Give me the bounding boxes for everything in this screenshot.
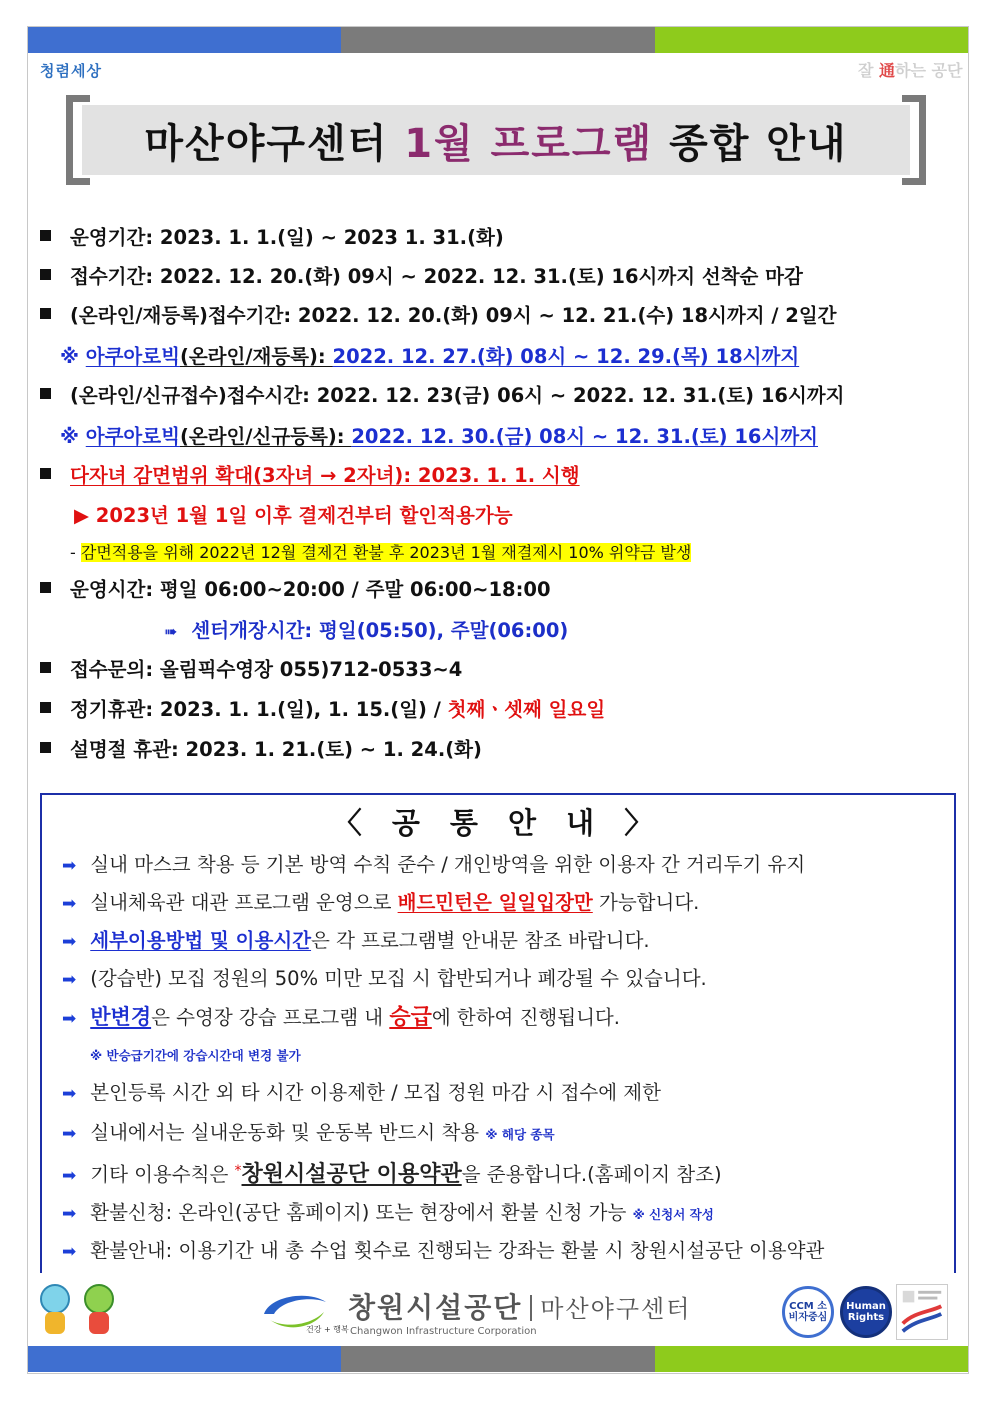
square-bullet-icon [40,468,51,479]
square-bullet-icon [40,582,51,593]
notice-item: ➡ (강습반) 모집 정원의 50% 미만 모집 시 합반되거나 폐강될 수 있습니다. [62,965,707,994]
arrow-right-icon: ➡ [62,894,77,914]
arrow-right-icon: ➡ [62,856,77,876]
arrow-right-icon: ➡ [62,1242,77,1262]
info-penalty-note: - 감면적용을 위해 2022년 12월 결제건 환불 후 2023년 1월 재결제시 10% 위약금 발생 [70,543,692,562]
arrow-right-icon: ➡ [62,1009,77,1029]
certification-mark-icon [896,1284,948,1340]
square-bullet-icon [40,269,51,280]
notice-item: ➡ 반변경은 수영장 강습 프로그램 내 승급에 한하여 진행됩니다. [62,1003,620,1033]
square-bullet-icon [40,742,51,753]
info-discount-apply: ▶ 2023년 1월 1일 이후 결제건부터 할인적용가능 [74,504,513,527]
title-box [66,95,926,185]
human-rights-badge: Human Rights [840,1286,892,1338]
info-center-opening: ➠ 센터개장시간: 평일(05:50), 주말(06:00) [164,619,569,642]
footer [28,1282,968,1344]
svg-text:건강 + 행복: 건강 + 행복 [306,1325,349,1334]
arrow-right-icon: ➡ [62,1124,77,1144]
arrow-right-icon: ➡ [62,970,77,990]
notice-item: ➡ 본인등록 시간 외 타 시간 이용제한 / 모집 정원 마감 시 접수에 제한 [62,1079,661,1108]
info-aquarobic-reregistration: ※ 아쿠아로빅(온라인/재등록): 2022. 12. 27.(화) 08시 ~ 12. 29.(목) 18시까지 [60,345,800,368]
notice-item: ➡ 실내에서는 실내운동화 및 운동복 반드시 착용 ※ 해당 종목 [62,1119,555,1149]
info-online-new-registration: (온라인/신규접수)접수시간: 2022. 12. 23(금) 06시 ~ 2022. 12. 31.(토) 16시까지 [40,382,844,410]
square-bullet-icon [40,662,51,673]
top-color-band [28,27,968,53]
info-aquarobic-new: ※ 아쿠아로빅(온라인/신규등록): 2022. 12. 30.(금) 08시 ~ 12. 31.(토) 16시까지 [60,425,819,448]
notice-item: ➡ 세부이용방법 및 이용시간은 각 프로그램별 안내문 참조 바랍니다. [62,927,650,956]
square-bullet-icon [40,702,51,713]
corporation-logo-icon [260,1288,349,1334]
info-multichild-discount: 다자녀 감면범위 확대(3자녀 → 2자녀): 2023. 1. 1. 시행 [40,462,580,490]
notice-item: ➡ 환불신청: 온라인(공단 홈페이지) 또는 현장에서 환불 신청 가능 ※ 신청서 작성 [62,1199,714,1229]
notice-item: ➡ 기타 이용수칙은 *창원시설공단 이용약관을 준용합니다.(홈페이지 참조) [62,1157,722,1190]
integrity-logo: 청렴세상 [40,62,102,80]
info-operating-period: 운영기간: 2023. 1. 1.(일) ~ 2023 1. 31.(화) [40,224,504,252]
bottom-color-band [28,1346,968,1372]
corporation-english-name: Changwon Infrastructure Corporation [350,1326,537,1337]
notice-title: 〈 공 통 안 내 〉 [332,806,664,840]
square-bullet-icon [40,388,51,399]
arrow-right-icon: ➡ [62,1166,77,1186]
slogan-logo: 잘 通하는 공단 [858,61,963,80]
notice-item: ➡ 환불안내: 이용기간 내 총 수업 횟수로 진행되는 강좌는 환불 시 창원시설공단 이용약관 [62,1237,824,1266]
square-bullet-icon [40,230,51,241]
corporation-name: 창원시설공단 마산야구센터 [348,1291,692,1324]
arrow-right-icon: ➡ [62,1084,77,1104]
ccm-badge: CCM 소비자중심 [782,1286,834,1338]
info-online-reregistration: (온라인/재등록)접수기간: 2022. 12. 20.(화) 09시 ~ 12. 21.(수) 18시까지 / 2일간 [40,302,837,330]
mascot-icon [80,1284,118,1340]
notice-item: ➡ 실내체육관 대관 프로그램 운영으로 배드민턴은 일일입장만 가능합니다. [62,889,699,918]
info-regular-closure: 정기휴관: 2023. 1. 1.(일), 1. 15.(일) / 첫째ㆍ셋째 일요일 [40,696,605,724]
info-registration-period: 접수기간: 2022. 12. 20.(화) 09시 ~ 2022. 12. 31.(토) 16시까지 선착순 마감 [40,263,803,291]
notice-subnote: ※ 반승급기간에 강습시간대 변경 불가 [90,1048,301,1063]
mascot-icon [36,1284,74,1340]
arrow-right-icon: ➡ [62,932,77,952]
notice-item: ➡ 실내 마스크 착용 등 기본 방역 수칙 준수 / 개인방역을 위한 이용자 간 거리두기 유지 [62,851,805,880]
info-holiday-closure: 설명절 휴관: 2023. 1. 21.(토) ~ 1. 24.(화) [40,736,482,764]
arrow-right-icon: ➠ [164,622,178,641]
info-inquiry: 접수문의: 올림픽수영장 055)712-0533~4 [40,656,462,684]
info-operating-hours: 운영시간: 평일 06:00~20:00 / 주말 06:00~18:00 [40,576,551,604]
common-notice-box [40,793,956,1273]
arrow-right-icon: ➡ [62,1204,77,1224]
square-bullet-icon [40,308,51,319]
page-title: 마산야구센터 1월 프로그램 종합 안내 [82,105,910,175]
